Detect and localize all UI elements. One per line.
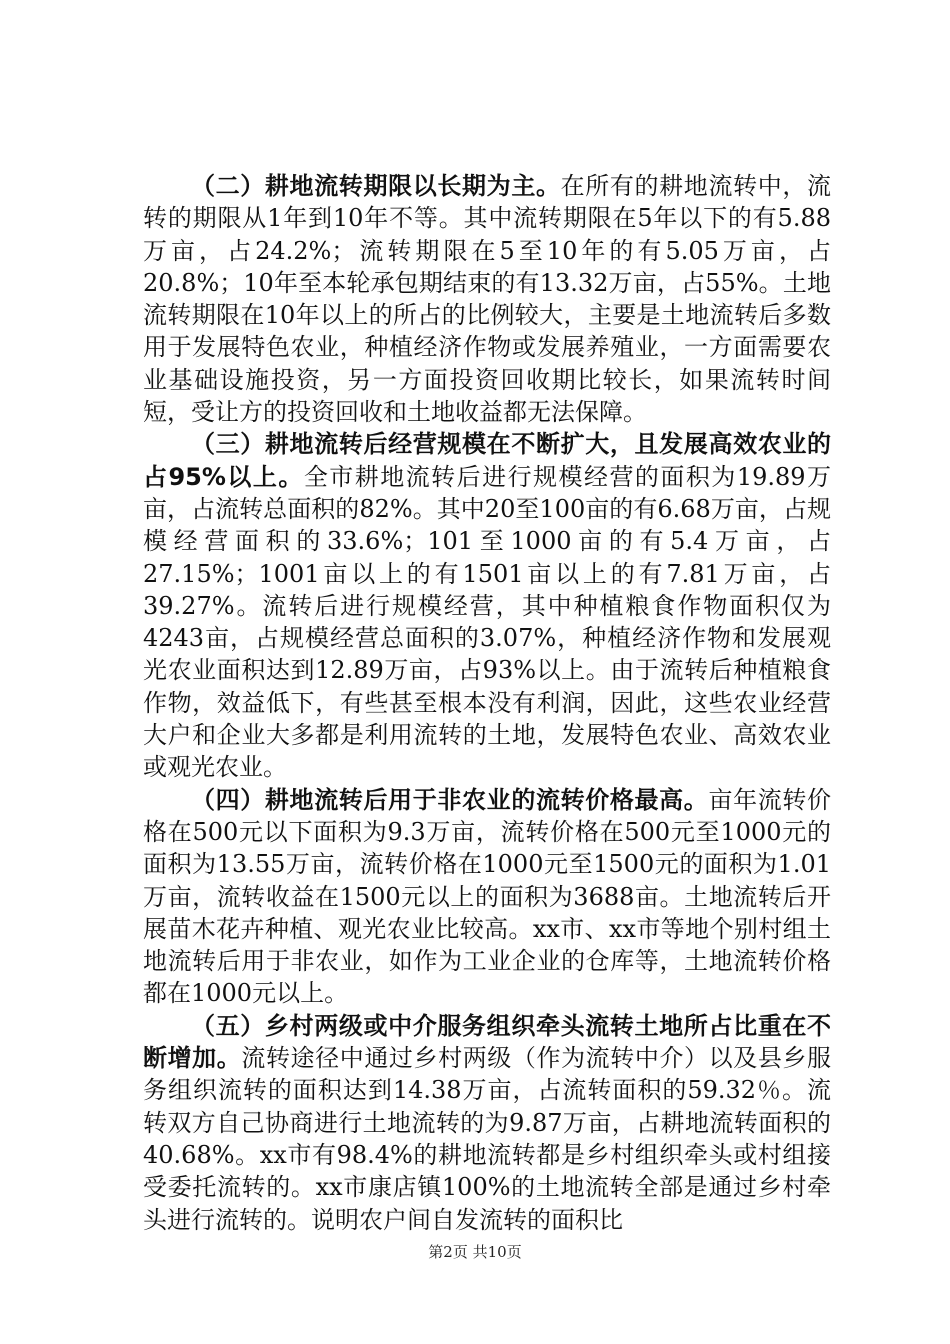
paragraph-text: 流转途径中通过乡村两级（作为流转中介）以及县乡服务组织流转的面积达到14.38万亩，占流转面积的59.32％。流转双方自己协商进行土地流转的为9.87万亩，占耕地流转面积的40.68%。xx市有98.4%的耕地流转都是乡村组织牵头或村组接受委托流转的。xx市康店镇100%的土地流转全部是通过乡村牵头进行流转的。说明农户间自发流转的面积比 — [143, 1044, 832, 1234]
paragraph-term-length — [143, 170, 831, 428]
paragraph-heading: （三）耕地流转后经营规模在不断扩大，且发展高效农业的占95%以上。 — [143, 430, 831, 491]
page-footer: 第2页 共10页 — [428, 1243, 522, 1261]
paragraph-heading: （二）耕地流转期限以长期为主。 — [191, 172, 561, 200]
paragraph-text: 全市耕地流转后进行规模经营的面积为19.89万亩，占流转总面积的82%。其中20至100亩的有6.68万亩，占规模经营面积的33.6%；101至1000亩的有5.4万亩，占27.15%；1001亩以上的有1501亩以上的有7.81万亩，占39.27%。流转后进行规模经营，其中种植粮食作物面积仅为4243亩，占规模经营总面积的3.07%，种植经济作物和发展观光农业面积达到12.89万亩，占93%以上。由于流转后种植粮食作物，效益低下，有些甚至根本没有利润，因此，这些农业经营大户和企业大多都是利用流转的土地，发展特色农业、高效农业或观光农业。 — [143, 462, 831, 782]
paragraph-text: 在所有的耕地流转中，流转的期限从1年到10年不等。其中流转期限在5年以下的有5.88万亩，占24.2%；流转期限在5至10年的有5.05万亩，占20.8%；10年至本轮承包期结束的有13.32万亩，占55%。土地流转期限在10年以上的所占的比例较大，主要是土地流转后多数用于发展特色农业，种植经济作物或发展养殖业，一方面需要农业基础设施投资，另一方面投资回收期比较长，如果流转时间短，受让方的投资回收和土地收益都无法保障。 — [143, 172, 832, 427]
paragraph-scale-expansion — [143, 428, 831, 783]
paragraph-intermediary-share — [143, 1010, 831, 1236]
paragraph-text: 亩年流转价格在500元以下面积为9.3万亩，流转价格在500元至1000元的面积为13.55万亩，流转价格在1000元至1500元的面积为1.01万亩，流转收益在1500元以上的面积为3688亩。土地流转后开展苗木花卉种植、观光农业比较高。xx市、xx市等地个别村组土地流转后用于非农业，如作为工业企业的仓库等，土地流转价格都在1000元以上。 — [143, 785, 832, 1008]
document-body — [143, 170, 831, 1236]
paragraph-heading: （五）乡村两级或中介服务组织牵头流转土地所占比重在不断增加。 — [143, 1011, 831, 1073]
paragraph-heading: （四）耕地流转后用于非农业的流转价格最高。 — [191, 785, 709, 814]
paragraph-transfer-price — [143, 784, 831, 1010]
